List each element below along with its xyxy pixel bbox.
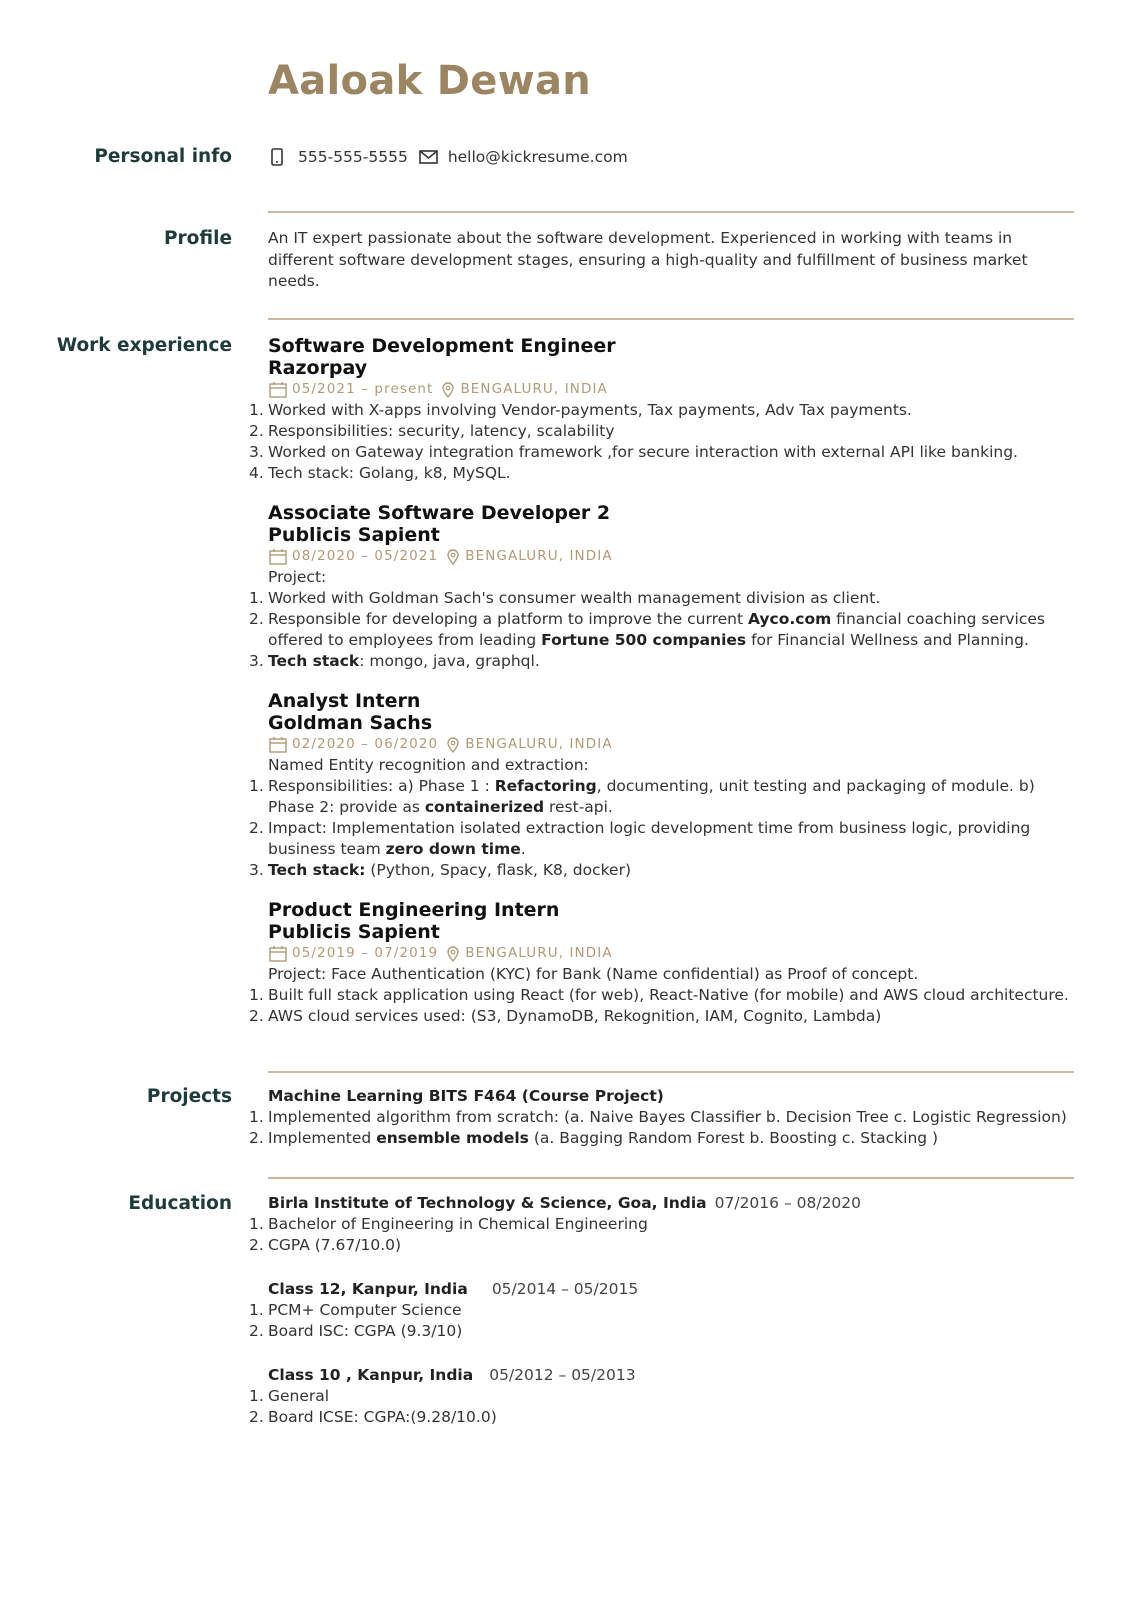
job-title: Associate Software Developer 2 — [268, 502, 611, 524]
job-entry — [268, 335, 1074, 484]
school-name: Class 10 , Kanpur, India — [268, 1366, 474, 1384]
list-item: Responsibilities: security, latency, scalability — [268, 422, 615, 440]
list-item: AWS cloud services used: (S3, DynamoDB, Rekognition, IAM, Cognito, Lambda) — [268, 1007, 882, 1025]
school-name: Class 12, Kanpur, India — [268, 1280, 468, 1298]
envelope-icon — [418, 147, 440, 167]
list-item: Responsible for developing a platform to improve the current Ayco.com financial coaching services offered to employees from leading Fortune 500 companies for Financial Wellness and Planning. — [268, 610, 1045, 649]
calendar-icon — [268, 945, 288, 963]
list-item: CGPA (7.67/10.0) — [268, 1236, 402, 1254]
school-dates: 05/2012 – 05/2013 — [489, 1366, 636, 1384]
divider — [268, 318, 1074, 320]
list-item: Board ICSE: CGPA:(9.28/10.0) — [268, 1408, 497, 1426]
section-label-profile: Profile — [164, 228, 232, 249]
education-entry — [268, 1279, 1074, 1342]
list-item: Responsibilities: a) Phase 1 : Refactoring, documenting, unit testing and packaging of module. b) Phase 2: provide as containerized rest-api. — [268, 777, 1035, 816]
candidate-name: Aaloak Dewan — [268, 58, 592, 104]
education-items — [268, 1386, 1074, 1428]
job-items — [268, 985, 1074, 1027]
job-dates: 08/2020 – 05/2021 — [292, 548, 439, 564]
list-item: Tech stack: (Python, Spacy, flask, K8, docker) — [268, 861, 631, 879]
job-company: Publicis Sapient — [268, 524, 440, 546]
job-meta — [268, 546, 1074, 567]
school-heading — [268, 1279, 1074, 1300]
list-item: Worked with Goldman Sach's consumer wealth management division as client. — [268, 589, 881, 607]
education-items — [268, 1300, 1074, 1342]
list-item: Board ISC: CGPA (9.3/10) — [268, 1322, 463, 1340]
personal-info-section — [0, 146, 1131, 170]
section-label-projects: Projects — [146, 1086, 232, 1107]
job-meta — [268, 943, 1074, 964]
school-dates: 07/2016 – 08/2020 — [714, 1194, 862, 1212]
profile-text: An IT expert passionate about the software development. Experienced in working with teams in different software development stages, ensuring a high-quality and fulfillment of business market needs. — [268, 229, 1028, 290]
phone-icon — [268, 147, 290, 167]
list-item: Implemented algorithm from scratch: (a. Naive Bayes Classifier b. Decision Tree c. Logistic Regression) — [268, 1108, 1067, 1126]
list-item: Tech stack: mongo, java, graphql. — [268, 652, 540, 670]
job-meta — [268, 379, 1074, 400]
divider — [268, 211, 1074, 213]
job-entry — [268, 899, 1074, 1027]
divider — [268, 1177, 1074, 1179]
school-dates: 05/2014 – 05/2015 — [491, 1280, 639, 1298]
job-title: Software Development Engineer — [268, 335, 616, 357]
job-location: BENGALURU, INDIA — [460, 381, 608, 397]
location-pin-icon — [446, 548, 460, 566]
email-item — [418, 147, 628, 167]
project-items — [268, 1107, 1074, 1149]
section-label-education: Education — [128, 1193, 232, 1214]
job-title: Analyst Intern — [268, 690, 421, 712]
job-intro: Project: — [268, 568, 327, 586]
job-location: BENGALURU, INDIA — [465, 736, 613, 752]
job-company: Goldman Sachs — [268, 712, 433, 734]
job-title: Product Engineering Intern — [268, 899, 560, 921]
job-entry — [268, 502, 1074, 672]
project-heading: Machine Learning BITS F464 (Course Project) — [268, 1087, 664, 1105]
job-company: Razorpay — [268, 357, 368, 379]
education-entry — [268, 1193, 1074, 1256]
list-item: General — [268, 1387, 330, 1405]
job-dates: 02/2020 – 06/2020 — [292, 736, 439, 752]
location-pin-icon — [446, 736, 460, 754]
job-dates: 05/2019 – 07/2019 — [292, 945, 439, 961]
location-pin-icon — [441, 381, 455, 399]
job-intro: Project: Face Authentication (KYC) for Bank (Name confidential) as Proof of concept. — [268, 965, 919, 983]
list-item: Worked with X-apps involving Vendor-payments, Tax payments, Adv Tax payments. — [268, 401, 912, 419]
list-item: Worked on Gateway integration framework ,for secure interaction with external API like banking. — [268, 443, 1018, 461]
job-entry — [268, 690, 1074, 881]
list-item: Impact: Implementation isolated extraction logic development time from business logic, providing business team zero down time. — [268, 819, 1031, 858]
divider — [268, 1071, 1074, 1073]
list-item: Bachelor of Engineering in Chemical Engineering — [268, 1215, 648, 1233]
education-entry — [268, 1365, 1074, 1428]
calendar-icon — [268, 548, 288, 566]
job-dates: 05/2021 – present — [292, 381, 434, 397]
job-company: Publicis Sapient — [268, 921, 440, 943]
list-item: Tech stack: Golang, k8, MySQL. — [268, 464, 511, 482]
calendar-icon — [268, 736, 288, 754]
list-item: Built full stack application using React (for web), React-Native (for mobile) and AWS cloud architecture. — [268, 986, 1069, 1004]
job-items — [268, 400, 1074, 484]
list-item: PCM+ Computer Science — [268, 1301, 462, 1319]
contact-row — [268, 147, 1074, 167]
email-address[interactable]: hello@kickresume.com — [447, 148, 628, 166]
section-label-personal-info: Personal info — [94, 146, 232, 167]
job-items — [268, 776, 1074, 881]
list-item: Implemented ensemble models (a. Bagging Random Forest b. Boosting c. Stacking ) — [268, 1129, 939, 1147]
section-label-work-experience: Work experience — [56, 335, 232, 356]
job-intro: Named Entity recognition and extraction: — [268, 756, 589, 774]
school-heading — [268, 1193, 1074, 1214]
education-items — [268, 1214, 1074, 1256]
job-items — [268, 588, 1074, 672]
job-location: BENGALURU, INDIA — [465, 945, 613, 961]
job-meta — [268, 734, 1074, 755]
job-location: BENGALURU, INDIA — [465, 548, 613, 564]
school-name: Birla Institute of Technology & Science, Goa, India — [268, 1194, 707, 1212]
location-pin-icon — [446, 945, 460, 963]
phone-number[interactable]: 555-555-5555 — [298, 148, 408, 166]
phone-item — [268, 147, 408, 167]
calendar-icon — [268, 381, 288, 399]
school-heading — [268, 1365, 1074, 1386]
